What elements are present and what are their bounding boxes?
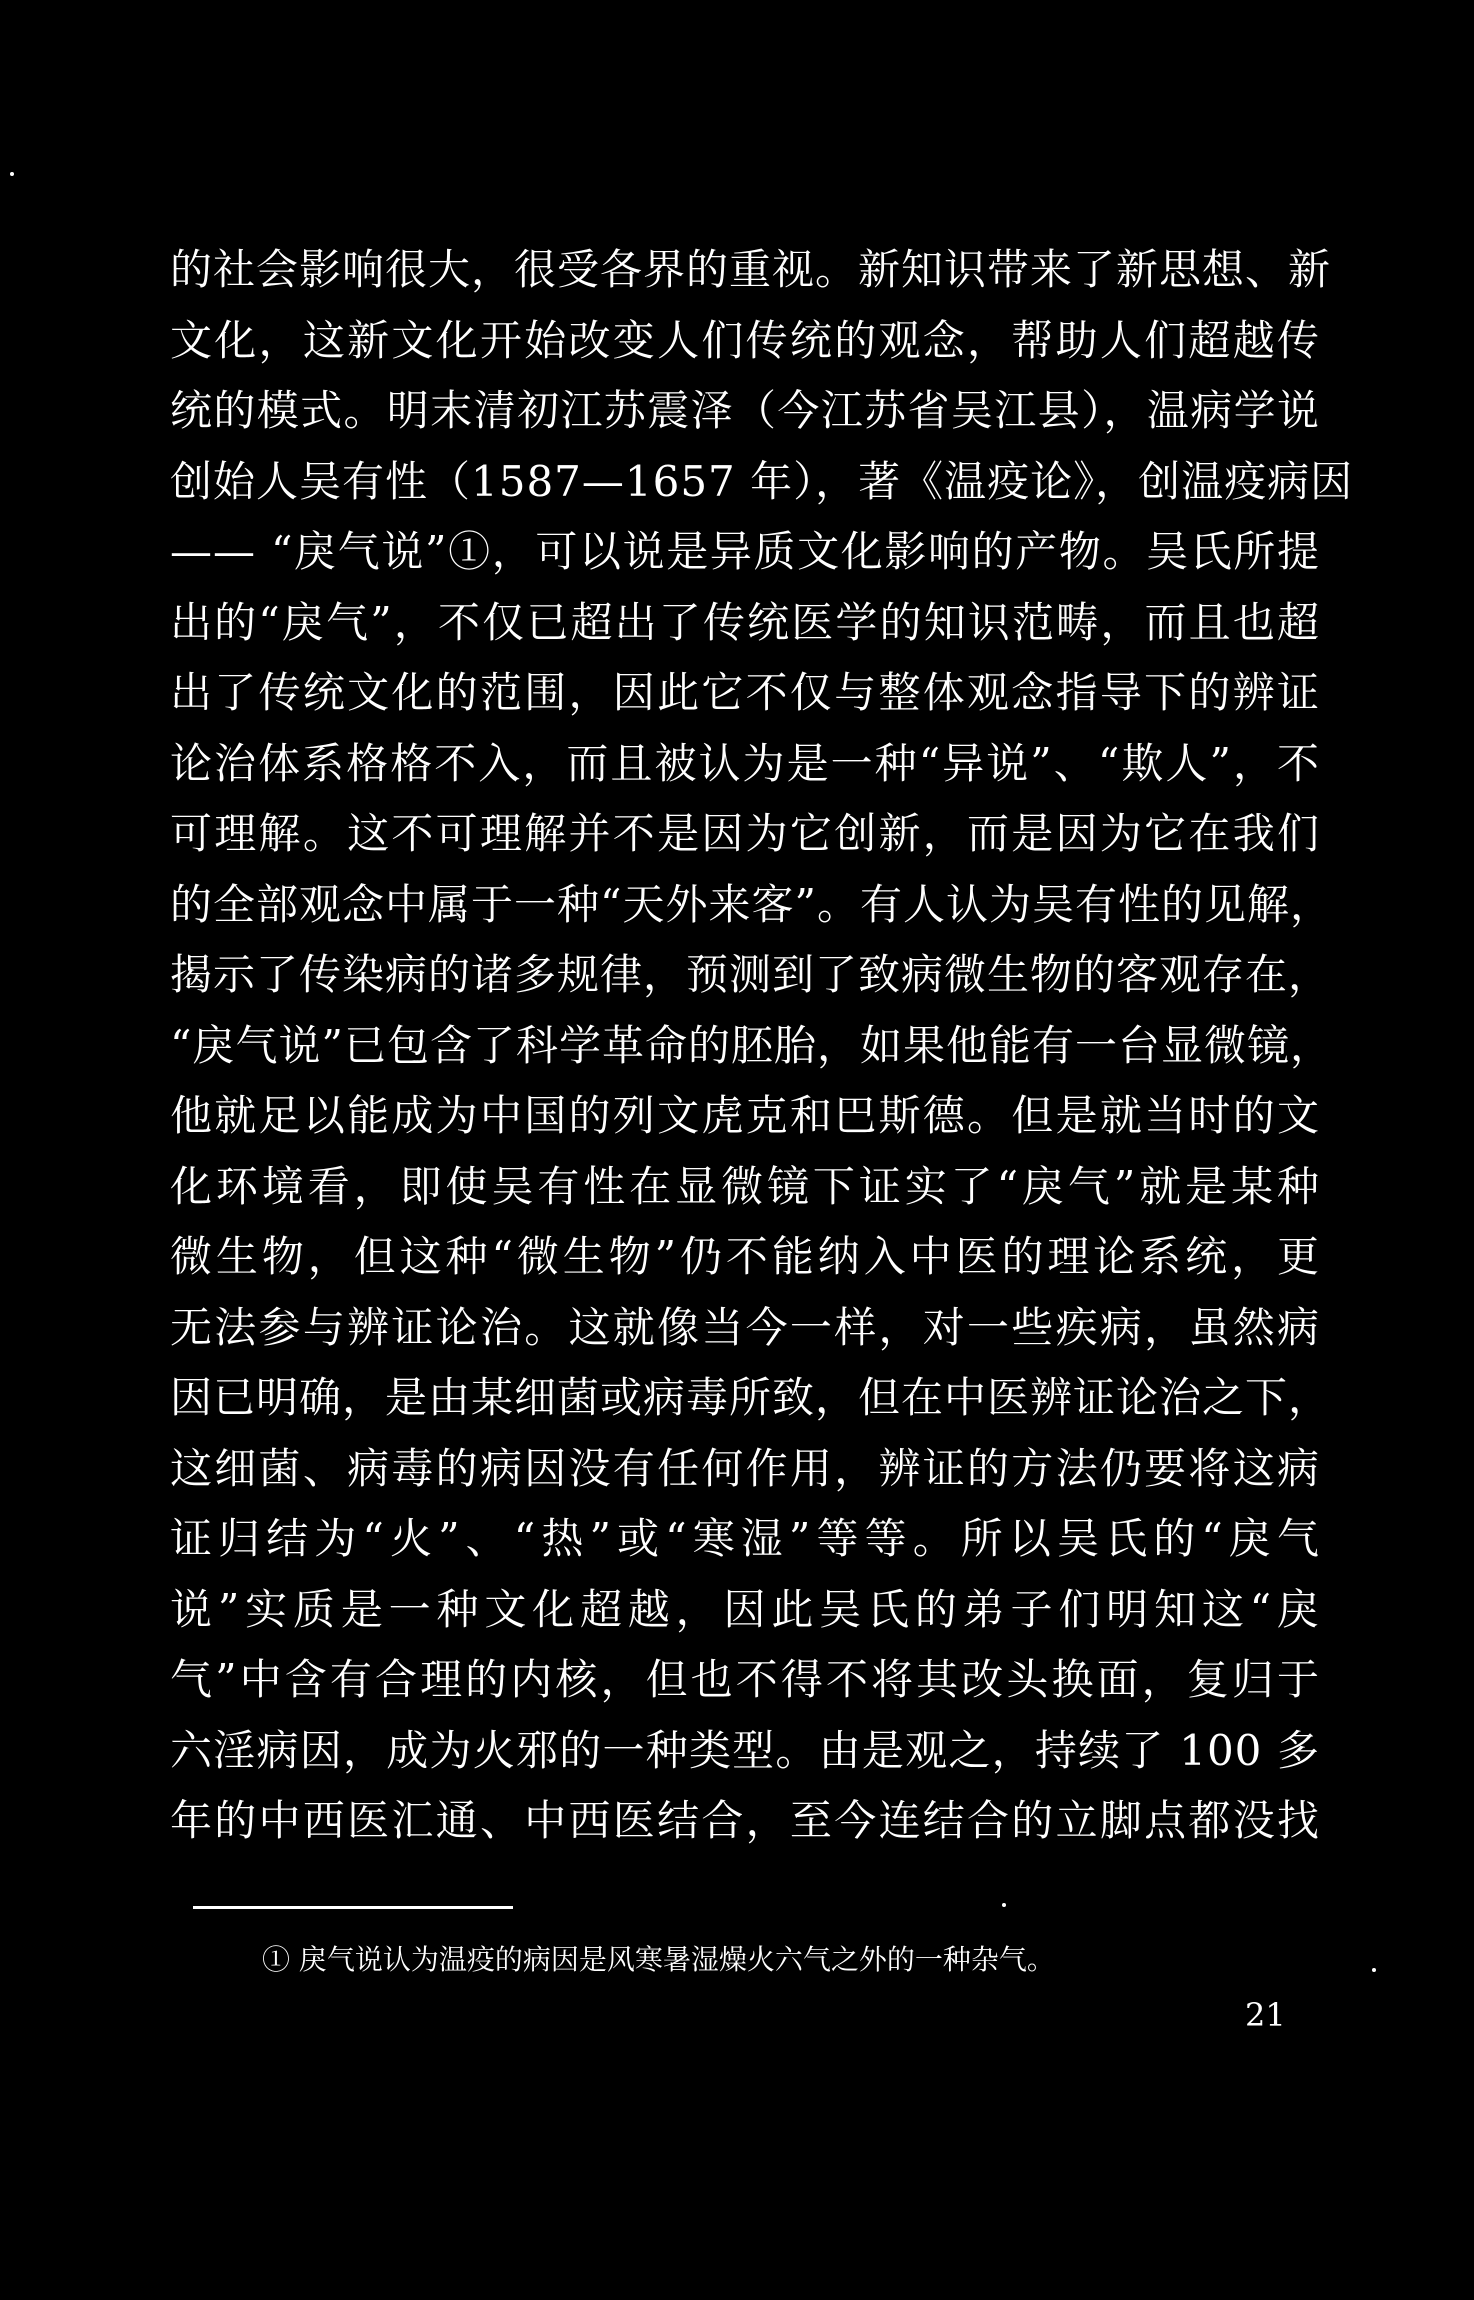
text-line: 无法参与辨证论治。这就像当今一样，对一些疾病，虽然病 (170, 1302, 1320, 1352)
text-line: 他就足以能成为中国的列文虎克和巴斯德。但是就当时的文 (170, 1091, 1320, 1140)
text-line: 气”中含有合理的内核，但也不得不将其改头换面，复归于 (170, 1655, 1320, 1704)
text-line: 统的模式。明末清初江苏震泽（今江苏省吴江县），温病学说 (170, 386, 1320, 435)
text-line: 证归结为“火”、“热”或“寒湿”等等。所以吴氏的“戾气 (170, 1514, 1320, 1563)
text-line: 说”实质是一种文化超越，因此吴氏的弟子们明知这“戾 (170, 1584, 1320, 1634)
body-text (170, 235, 1354, 1857)
footnote: ① 戾气说认为温疫的病因是风寒暑湿燥火六气之外的一种杂气。 (262, 1943, 1055, 1976)
text-line: 的社会影响很大，很受各界的重视。新知识带来了新思想、新 (170, 245, 1332, 294)
text-line: 因已明确，是由某细菌或病毒所致，但在中医辨证论治之下， (170, 1373, 1332, 1422)
text-line: 六淫病因，成为火邪的一种类型。由是观之，持续了 100 多 (170, 1725, 1320, 1775)
scan-speck (10, 172, 14, 176)
scan-speck (1002, 1903, 1006, 1907)
text-line: 微生物，但这种“微生物”仍不能纳入中医的理论系统，更 (170, 1232, 1320, 1281)
text-line: —— “戾气说”①，可以说是异质文化影响的产物。吴氏所提 (170, 527, 1320, 576)
text-line: 的全部观念中属于一种“天外来客”。有人认为吴有性的见解， (170, 879, 1333, 929)
text-line: 揭示了传染病的诸多规律，预测到了致病微生物的客观存在， (170, 950, 1332, 999)
text-line: 文化，这新文化开始改变人们传统的观念，帮助人们超越传 (170, 315, 1320, 365)
text-line: 可理解。这不可理解并不是因为它创新，而是因为它在我们 (170, 809, 1320, 858)
scan-speck (1372, 1968, 1376, 1972)
footnote-divider (193, 1906, 513, 1909)
text-line: 化环境看，即使吴有性在显微镜下证实了“戾气”就是某种 (170, 1161, 1320, 1211)
text-line: 论治体系格格不入，而且被认为是一种“异说”、“欺人”，不 (170, 738, 1320, 788)
text-line: 出的“戾气”，不仅已超出了传统医学的知识范畴，而且也超 (170, 597, 1320, 647)
text-line: 年的中西医汇通、中西医结合，至今连结合的立脚点都没找 (170, 1796, 1320, 1845)
text-line: “戾气说”已包含了科学革命的胚胎，如果他能有一台显微镜， (170, 1020, 1333, 1070)
text-line: 这细菌、病毒的病因没有任何作用，辨证的方法仍要将这病 (170, 1443, 1320, 1493)
text-line: 出了传统文化的范围，因此它不仅与整体观念指导下的辨证 (170, 668, 1320, 717)
page-number: 21 (1245, 1996, 1286, 2034)
text-line: 创始人吴有性（1587—1657 年），著《温疫论》，创温疫病因 (170, 456, 1354, 506)
